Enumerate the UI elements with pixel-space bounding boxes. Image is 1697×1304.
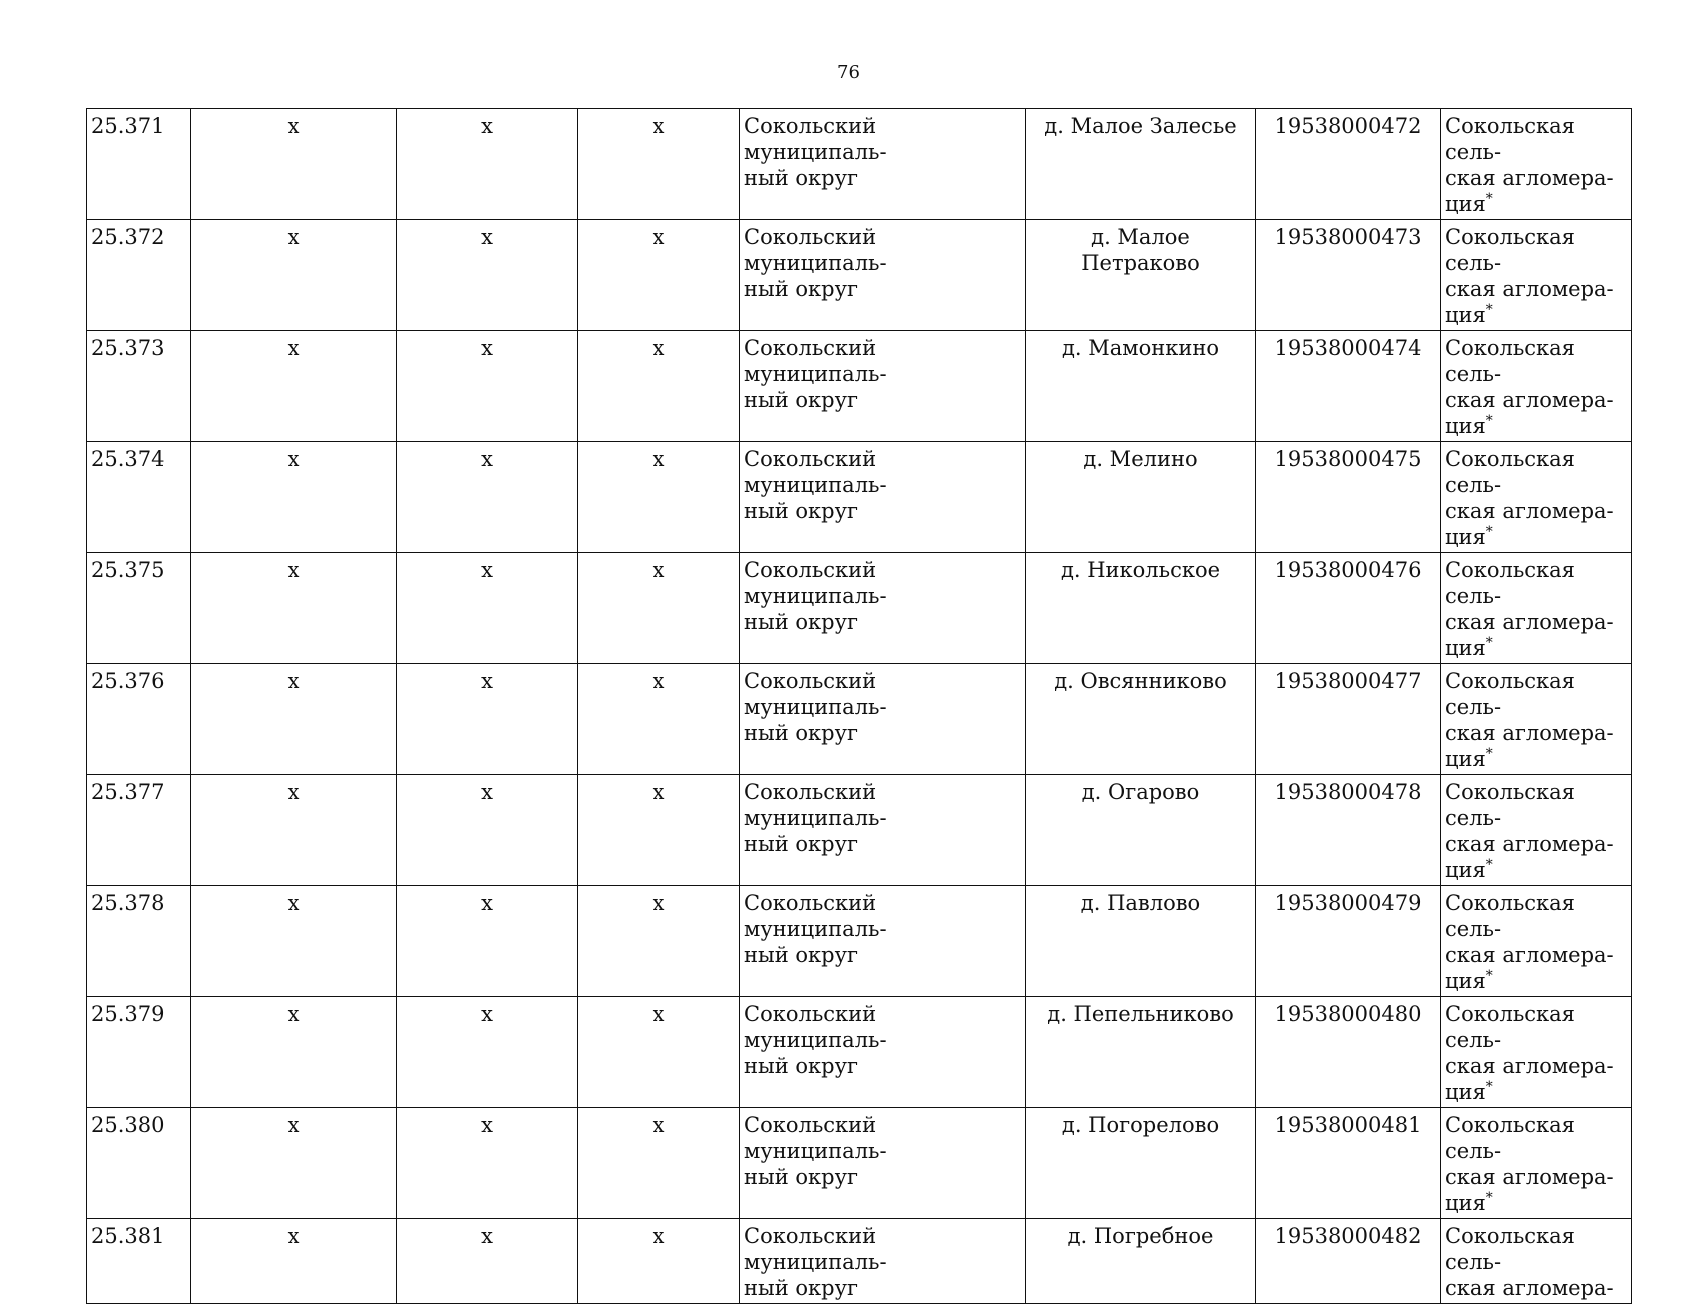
district-line-2: ный округ	[744, 610, 858, 634]
agglomeration-cell	[1441, 1108, 1632, 1219]
district-cell	[740, 220, 1026, 331]
row-number: 25.377	[91, 780, 165, 804]
settlement-name: д. Малое Петраково	[1081, 225, 1200, 275]
cross-cell-1	[191, 886, 397, 997]
row-number-cell	[87, 331, 191, 442]
footnote-asterisk: *	[1485, 635, 1493, 651]
cross-cell-3	[578, 664, 740, 775]
settlement-name: д. Огарово	[1081, 780, 1200, 804]
agglomeration-line-3-text: ция	[1445, 636, 1486, 660]
district-cell	[740, 331, 1026, 442]
agglomeration-line-3	[1445, 413, 1627, 439]
agglomeration-line-1: Сокольская сель-	[1445, 225, 1575, 275]
cross-mark: x	[287, 447, 300, 471]
table-row	[87, 331, 1632, 442]
oktmo-code: 19538000475	[1274, 447, 1422, 471]
cross-mark: x	[287, 891, 300, 915]
agglomeration-line-3-text: ция	[1445, 303, 1486, 327]
agglomeration-cell	[1441, 1219, 1632, 1304]
oktmo-code: 19538000474	[1274, 336, 1422, 360]
agglomeration-line-3-text: ция	[1445, 1080, 1486, 1104]
cross-mark: x	[652, 336, 665, 360]
table-row	[87, 775, 1632, 886]
table-row	[87, 442, 1632, 553]
cross-cell-2	[397, 220, 578, 331]
agglomeration-line-3-text: ция	[1445, 525, 1486, 549]
oktmo-code: 19538000476	[1274, 558, 1422, 582]
cross-cell-2	[397, 886, 578, 997]
district-line-2: ный округ	[744, 943, 858, 967]
cross-cell-1	[191, 109, 397, 220]
cross-mark: x	[481, 891, 493, 915]
agglomeration-line-3-text: ция	[1445, 414, 1486, 438]
agglomeration-line-2: ская агломера-	[1445, 277, 1614, 301]
district-cell	[740, 553, 1026, 664]
cross-mark: x	[287, 1113, 300, 1137]
agglomeration-line-1: Сокольская сель-	[1445, 114, 1575, 164]
row-number: 25.372	[91, 225, 165, 249]
district-line-1: Сокольский муниципаль-	[744, 669, 887, 719]
row-number: 25.374	[91, 447, 165, 471]
district-cell	[740, 664, 1026, 775]
cross-cell-1	[191, 553, 397, 664]
agglomeration-line-2: ская агломера-	[1445, 1276, 1614, 1300]
cross-mark: x	[287, 225, 300, 249]
district-line-1: Сокольский муниципаль-	[744, 225, 887, 275]
district-line-2: ный округ	[744, 832, 858, 856]
cross-mark: x	[652, 780, 665, 804]
settlement-cell	[1026, 1219, 1256, 1304]
district-cell	[740, 775, 1026, 886]
agglomeration-line-3-text: ция	[1445, 858, 1486, 882]
table-row	[87, 664, 1632, 775]
row-number-cell	[87, 775, 191, 886]
agglomeration-line-1: Сокольская сель-	[1445, 558, 1575, 608]
footnote-asterisk: *	[1485, 302, 1493, 318]
row-number-cell	[87, 109, 191, 220]
agglomeration-line-2: ская агломера-	[1445, 832, 1614, 856]
agglomeration-line-2: ская агломера-	[1445, 610, 1614, 634]
district-line-1: Сокольский муниципаль-	[744, 558, 887, 608]
settlement-name: д. Мелино	[1083, 447, 1198, 471]
district-line-1: Сокольский муниципаль-	[744, 1224, 887, 1274]
settlement-name: д. Мамонкино	[1061, 336, 1220, 360]
cross-cell-2	[397, 109, 578, 220]
cross-cell-2	[397, 1219, 578, 1304]
settlement-cell	[1026, 220, 1256, 331]
row-number-cell	[87, 886, 191, 997]
cross-mark: x	[287, 780, 300, 804]
settlement-cell	[1026, 442, 1256, 553]
district-line-1: Сокольский муниципаль-	[744, 336, 887, 386]
oktmo-code-cell	[1256, 664, 1441, 775]
row-number: 25.375	[91, 558, 165, 582]
cross-cell-2	[397, 442, 578, 553]
agglomeration-cell	[1441, 220, 1632, 331]
table-body	[87, 109, 1632, 1304]
oktmo-code: 19538000480	[1274, 1002, 1422, 1026]
row-number-cell	[87, 1219, 191, 1304]
settlements-table	[86, 108, 1632, 1304]
agglomeration-line-1: Сокольская сель-	[1445, 669, 1575, 719]
footnote-asterisk: *	[1485, 1079, 1493, 1095]
cross-mark: x	[287, 114, 300, 138]
oktmo-code: 19538000478	[1274, 780, 1422, 804]
table-row	[87, 997, 1632, 1108]
cross-mark: x	[481, 1002, 493, 1026]
cross-cell-2	[397, 664, 578, 775]
agglomeration-line-3-text: ция	[1445, 969, 1486, 993]
cross-cell-3	[578, 553, 740, 664]
cross-cell-2	[397, 331, 578, 442]
agglomeration-line-1: Сокольская сель-	[1445, 780, 1575, 830]
cross-mark: x	[481, 114, 493, 138]
cross-cell-3	[578, 1219, 740, 1304]
cross-mark: x	[652, 225, 665, 249]
agglomeration-line-2: ская агломера-	[1445, 1054, 1614, 1078]
agglomeration-line-3-text: ция	[1445, 1191, 1486, 1215]
district-line-2: ный округ	[744, 1276, 858, 1300]
agglomeration-cell	[1441, 775, 1632, 886]
settlement-cell	[1026, 997, 1256, 1108]
settlement-cell	[1026, 109, 1256, 220]
agglomeration-cell	[1441, 886, 1632, 997]
footnote-asterisk: *	[1485, 524, 1493, 540]
cross-mark: x	[481, 336, 493, 360]
settlement-cell	[1026, 886, 1256, 997]
cross-mark: x	[287, 1224, 300, 1248]
table-row	[87, 1108, 1632, 1219]
district-cell	[740, 1219, 1026, 1304]
oktmo-code: 19538000479	[1274, 891, 1422, 915]
agglomeration-cell	[1441, 331, 1632, 442]
row-number: 25.376	[91, 669, 165, 693]
footnote-asterisk: *	[1485, 1190, 1493, 1206]
oktmo-code-cell	[1256, 1108, 1441, 1219]
agglomeration-line-3-text: ция	[1445, 747, 1486, 771]
settlement-cell	[1026, 664, 1256, 775]
settlement-cell	[1026, 775, 1256, 886]
oktmo-code-cell	[1256, 220, 1441, 331]
agglomeration-line-2: ская агломера-	[1445, 1165, 1614, 1189]
agglomeration-line-3	[1445, 302, 1627, 328]
footnote-asterisk: *	[1485, 413, 1493, 429]
cross-cell-3	[578, 331, 740, 442]
table-row	[87, 1219, 1632, 1304]
cross-cell-1	[191, 1108, 397, 1219]
oktmo-code: 19538000477	[1274, 669, 1422, 693]
cross-mark: x	[481, 1113, 493, 1137]
cross-mark: x	[652, 891, 665, 915]
footnote-asterisk: *	[1485, 968, 1493, 984]
settlement-name: д. Малое Залесье	[1044, 114, 1237, 138]
row-number-cell	[87, 220, 191, 331]
footnote-asterisk: *	[1485, 857, 1493, 873]
cross-mark: x	[287, 558, 300, 582]
district-cell	[740, 886, 1026, 997]
cross-mark: x	[287, 336, 300, 360]
agglomeration-cell	[1441, 442, 1632, 553]
district-line-1: Сокольский муниципаль-	[744, 891, 887, 941]
district-line-1: Сокольский муниципаль-	[744, 447, 887, 497]
oktmo-code-cell	[1256, 109, 1441, 220]
district-line-2: ный округ	[744, 277, 858, 301]
district-line-1: Сокольский муниципаль-	[744, 114, 887, 164]
settlement-name: д. Погорелово	[1061, 1113, 1220, 1137]
settlement-cell	[1026, 331, 1256, 442]
agglomeration-line-3	[1445, 968, 1627, 994]
cross-cell-3	[578, 775, 740, 886]
cross-mark: x	[481, 225, 493, 249]
district-line-1: Сокольский муниципаль-	[744, 1002, 887, 1052]
row-number-cell	[87, 664, 191, 775]
cross-cell-1	[191, 331, 397, 442]
district-line-2: ный округ	[744, 1165, 858, 1189]
cross-mark: x	[481, 780, 493, 804]
agglomeration-cell	[1441, 664, 1632, 775]
row-number-cell	[87, 997, 191, 1108]
settlement-name: д. Пепельниково	[1047, 1002, 1234, 1026]
row-number: 25.373	[91, 336, 165, 360]
cross-cell-2	[397, 1108, 578, 1219]
cross-cell-1	[191, 775, 397, 886]
page-number: 76	[837, 62, 860, 83]
agglomeration-cell	[1441, 109, 1632, 220]
agglomeration-line-3	[1445, 524, 1627, 550]
agglomeration-line-2: ская агломера-	[1445, 166, 1614, 190]
footnote-asterisk: *	[1485, 191, 1493, 207]
cross-mark: x	[481, 447, 493, 471]
agglomeration-line-2: ская агломера-	[1445, 943, 1614, 967]
row-number: 25.381	[91, 1224, 165, 1248]
agglomeration-cell	[1441, 553, 1632, 664]
district-line-2: ный округ	[744, 1054, 858, 1078]
row-number-cell	[87, 1108, 191, 1219]
oktmo-code: 19538000472	[1274, 114, 1422, 138]
oktmo-code: 19538000473	[1274, 225, 1422, 249]
cross-mark: x	[287, 669, 300, 693]
cross-cell-2	[397, 553, 578, 664]
settlement-name: д. Павлово	[1080, 891, 1201, 915]
cross-cell-2	[397, 997, 578, 1108]
district-line-1: Сокольский муниципаль-	[744, 1113, 887, 1163]
cross-cell-3	[578, 1108, 740, 1219]
cross-cell-3	[578, 886, 740, 997]
row-number: 25.371	[91, 114, 165, 138]
agglomeration-line-2: ская агломера-	[1445, 388, 1614, 412]
district-cell	[740, 442, 1026, 553]
district-line-1: Сокольский муниципаль-	[744, 780, 887, 830]
district-line-2: ный округ	[744, 388, 858, 412]
row-number-cell	[87, 553, 191, 664]
agglomeration-line-1: Сокольская сель-	[1445, 1224, 1575, 1274]
settlement-name: д. Погребное	[1067, 1224, 1214, 1248]
agglomeration-line-1: Сокольская сель-	[1445, 1113, 1575, 1163]
agglomeration-line-3	[1445, 635, 1627, 661]
cross-cell-1	[191, 220, 397, 331]
footnote-asterisk: *	[1485, 746, 1493, 762]
settlement-name: д. Овсянниково	[1054, 669, 1227, 693]
row-number-cell	[87, 442, 191, 553]
agglomeration-cell	[1441, 997, 1632, 1108]
cross-cell-3	[578, 442, 740, 553]
district-cell	[740, 1108, 1026, 1219]
district-line-2: ный округ	[744, 721, 858, 745]
oktmo-code-cell	[1256, 775, 1441, 886]
agglomeration-line-3-text: ция	[1445, 192, 1486, 216]
district-cell	[740, 109, 1026, 220]
oktmo-code-cell	[1256, 553, 1441, 664]
agglomeration-line-3	[1445, 857, 1627, 883]
cross-mark: x	[652, 1113, 665, 1137]
cross-mark: x	[481, 1224, 493, 1248]
cross-cell-3	[578, 109, 740, 220]
agglomeration-line-1: Сокольская сель-	[1445, 336, 1575, 386]
cross-mark: x	[652, 447, 665, 471]
oktmo-code-cell	[1256, 886, 1441, 997]
agglomeration-line-2: ская агломера-	[1445, 721, 1614, 745]
oktmo-code-cell	[1256, 997, 1441, 1108]
cross-cell-1	[191, 1219, 397, 1304]
cross-mark: x	[652, 114, 665, 138]
settlement-name: д. Никольское	[1060, 558, 1221, 582]
cross-mark: x	[287, 1002, 300, 1026]
cross-mark: x	[481, 669, 493, 693]
cross-cell-1	[191, 442, 397, 553]
district-line-2: ный округ	[744, 499, 858, 523]
cross-mark: x	[652, 669, 665, 693]
cross-cell-3	[578, 220, 740, 331]
agglomeration-line-1: Сокольская сель-	[1445, 891, 1575, 941]
oktmo-code-cell	[1256, 1219, 1441, 1304]
table-row	[87, 109, 1632, 220]
cross-cell-3	[578, 997, 740, 1108]
agglomeration-line-3	[1445, 1190, 1627, 1216]
agglomeration-line-3	[1445, 746, 1627, 772]
cross-cell-2	[397, 775, 578, 886]
row-number: 25.379	[91, 1002, 165, 1026]
cross-mark: x	[481, 558, 493, 582]
row-number: 25.380	[91, 1113, 165, 1137]
table-row	[87, 553, 1632, 664]
oktmo-code-cell	[1256, 442, 1441, 553]
agglomeration-line-3	[1445, 1079, 1627, 1105]
cross-cell-1	[191, 997, 397, 1108]
cross-mark: x	[652, 558, 665, 582]
district-line-2: ный округ	[744, 166, 858, 190]
table-row	[87, 886, 1632, 997]
cross-mark: x	[652, 1002, 665, 1026]
oktmo-code-cell	[1256, 331, 1441, 442]
table-row	[87, 220, 1632, 331]
settlement-cell	[1026, 553, 1256, 664]
row-number: 25.378	[91, 891, 165, 915]
settlement-cell	[1026, 1108, 1256, 1219]
cross-mark: x	[652, 1224, 665, 1248]
agglomeration-line-2: ская агломера-	[1445, 499, 1614, 523]
agglomeration-line-1: Сокольская сель-	[1445, 1002, 1575, 1052]
agglomeration-line-3	[1445, 191, 1627, 217]
cross-cell-1	[191, 664, 397, 775]
oktmo-code: 19538000482	[1274, 1224, 1422, 1248]
agglomeration-line-1: Сокольская сель-	[1445, 447, 1575, 497]
oktmo-code: 19538000481	[1274, 1113, 1422, 1137]
district-cell	[740, 997, 1026, 1108]
